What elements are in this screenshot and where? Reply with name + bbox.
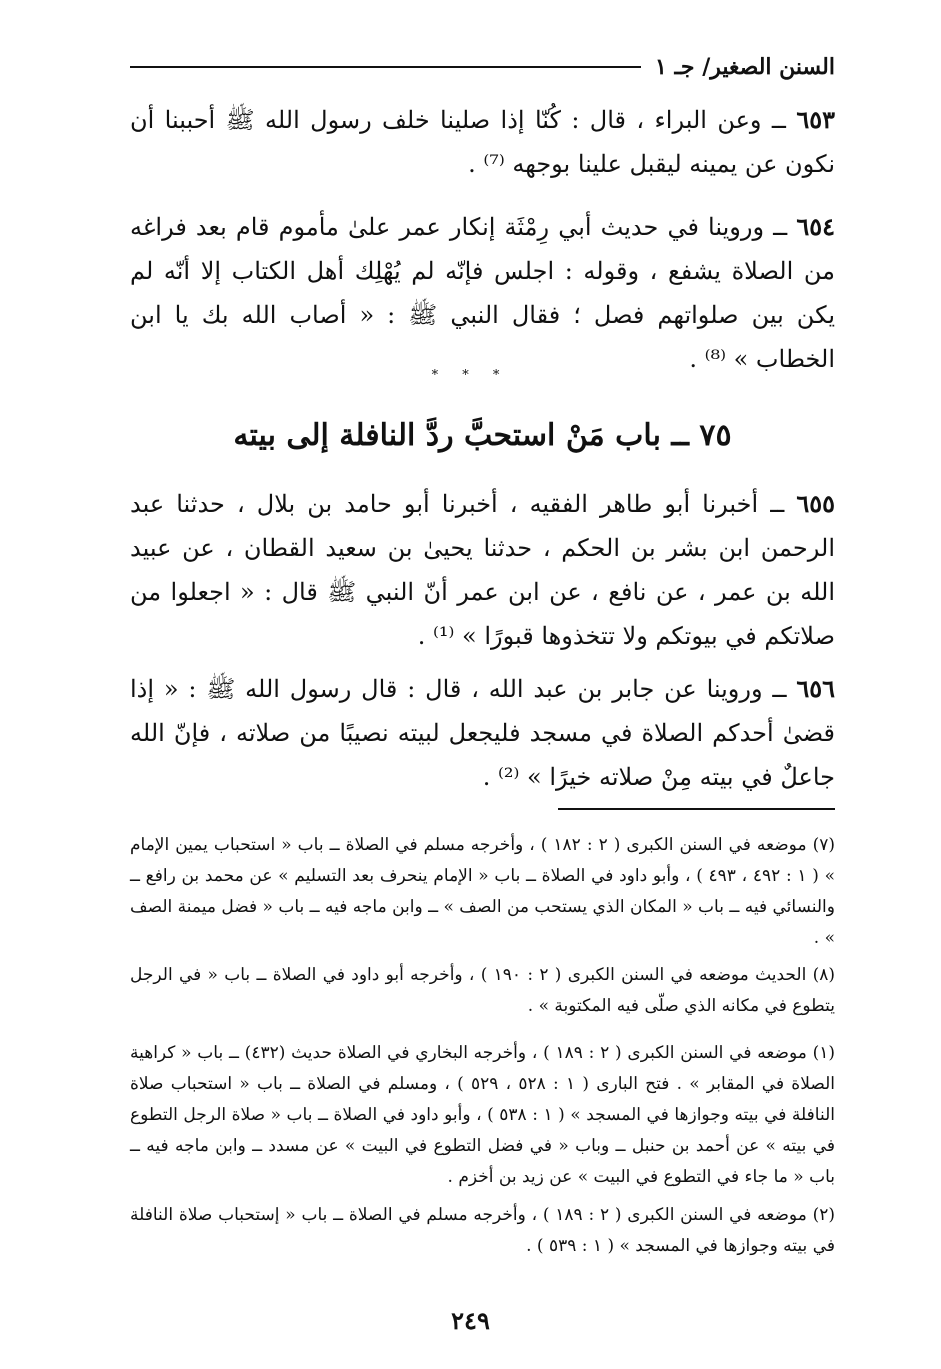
- header-rule: [130, 66, 641, 68]
- running-header: [130, 50, 835, 84]
- hadith-number: ٦٥٥: [796, 489, 835, 518]
- hadith-number: ٦٥٣: [796, 105, 835, 134]
- hadith-text: ــ وروينا في حديث أبي رِمْثَة إنكار عمر علىٰ مأموم قام بعد فراغه من الصلاة يشفع ، وقوله : اجلس فإنّه لم يُهْلِك أهل الكتاب إلا أنّه لم يكن بين صلواتهم فصل ؛ فقال النبي ﷺ : « أصاب الله بك يا ابن الخطاب » ⁽⁸⁾ .: [130, 213, 835, 373]
- hadith-text: ــ وعن البراء ، قال : كُنّا إذا صلينا خلف رسول الله ﷺ أحببنا أن نكون عن يمينه ليقبل علينا بوجهه ⁽⁷⁾ .: [130, 106, 835, 178]
- footnote-1: (١) موضعه في السنن الكبرى ( ٢ : ١٨٩ ) ، وأخرجه البخاري في الصلاة حديث (٤٣٢) ــ باب « كراهية الصلاة في المقابر » . فتح البارى ( ١ : ٥٢٨ ، ٥٢٩ ) ، ومسلم في الصلاة ــ باب « استحباب صلاة النافلة في بيته وجوازها في المسجد » ( ١ : ٥٣٨ ) ، وأبو داود في الصلاة ــ باب « صلاة الرجل التطوع في بيته » عن أحمد بن حنبل ــ وباب « في فضل التطوع في البيت » عن مسدد ــ وابن ماجه فيه ــ باب « ما جاء في التطوع في البيت » عن زيد بن أخزم .: [130, 1043, 835, 1187]
- section-separator: * * *: [431, 368, 510, 383]
- footnote-rule: [558, 808, 835, 810]
- header-title: السنن الصغير/ جـ ١: [655, 54, 835, 80]
- page-number: ٢٤٩: [451, 1306, 490, 1335]
- hadith-text: ــ وروينا عن جابر بن عبد الله ، قال : قال رسول الله ﷺ : « إذا قضىٰ أحدكم الصلاة في مسجد فليجعل لبيته نصيبًا من صلاته ، فإنّ الله جاعلٌ في بيته مِنْ صلاته خيرًا » ⁽²⁾ .: [130, 675, 835, 791]
- hadith-655: [130, 482, 835, 658]
- hadith-654: [130, 205, 835, 381]
- footnote-7: (٧) موضعه في السنن الكبرى ( ٢ : ١٨٢ ) ، وأخرجه مسلم في الصلاة ــ باب « استحباب يمين الإمام » ( ١ : ٤٩٢ ، ٤٩٣ ) ، وأبو داود في الصلاة ــ باب « الإمام ينحرف بعد التسليم » عن محمد بن رافع ــ والنسائي فيه ــ باب « المكان الذي يستحب من الصف » ــ وابن ماجه فيه ــ باب « فضل ميمنة الصف » .: [130, 835, 835, 948]
- footnote-2: (٢) موضعه في السنن الكبرى ( ٢ : ١٨٩ ) ، وأخرجه مسلم في الصلاة ــ باب « إستحباب صلاة النافلة في بيته وجوازها في المسجد » ( ١ : ٥٣٩ ) .: [130, 1205, 835, 1256]
- hadith-number: ٦٥٤: [796, 212, 835, 241]
- hadith-653: [130, 98, 835, 186]
- footnote-8: (٨) الحديث موضعه في السنن الكبرى ( ٢ : ١٩٠ ) ، وأخرجه أبو داود في الصلاة ــ باب « في الرجل يتطوع في مكانه الذي صلّى فيه المكتوبة » .: [130, 965, 836, 1016]
- hadith-number: ٦٥٦: [796, 674, 835, 703]
- chapter-title: ٧٥ ــ باب مَنْ استحبَّ ردَّ النافلة إلى بيته: [233, 418, 732, 453]
- hadith-656: [130, 667, 835, 799]
- hadith-text: ــ أخبرنا أبو طاهر الفقيه ، أخبرنا أبو حامد بن بلال ، حدثنا عبد الرحمن ابن بشر بن الحكم ، حدثنا يحيىٰ بن سعيد القطان ، عن عبيد الله بن عمر ، عن نافع ، عن ابن عمر أنّ النبي ﷺ قال : « اجعلوا من صلاتكم في بيوتكم ولا تتخذوها قبورًا » ⁽¹⁾ .: [130, 490, 835, 650]
